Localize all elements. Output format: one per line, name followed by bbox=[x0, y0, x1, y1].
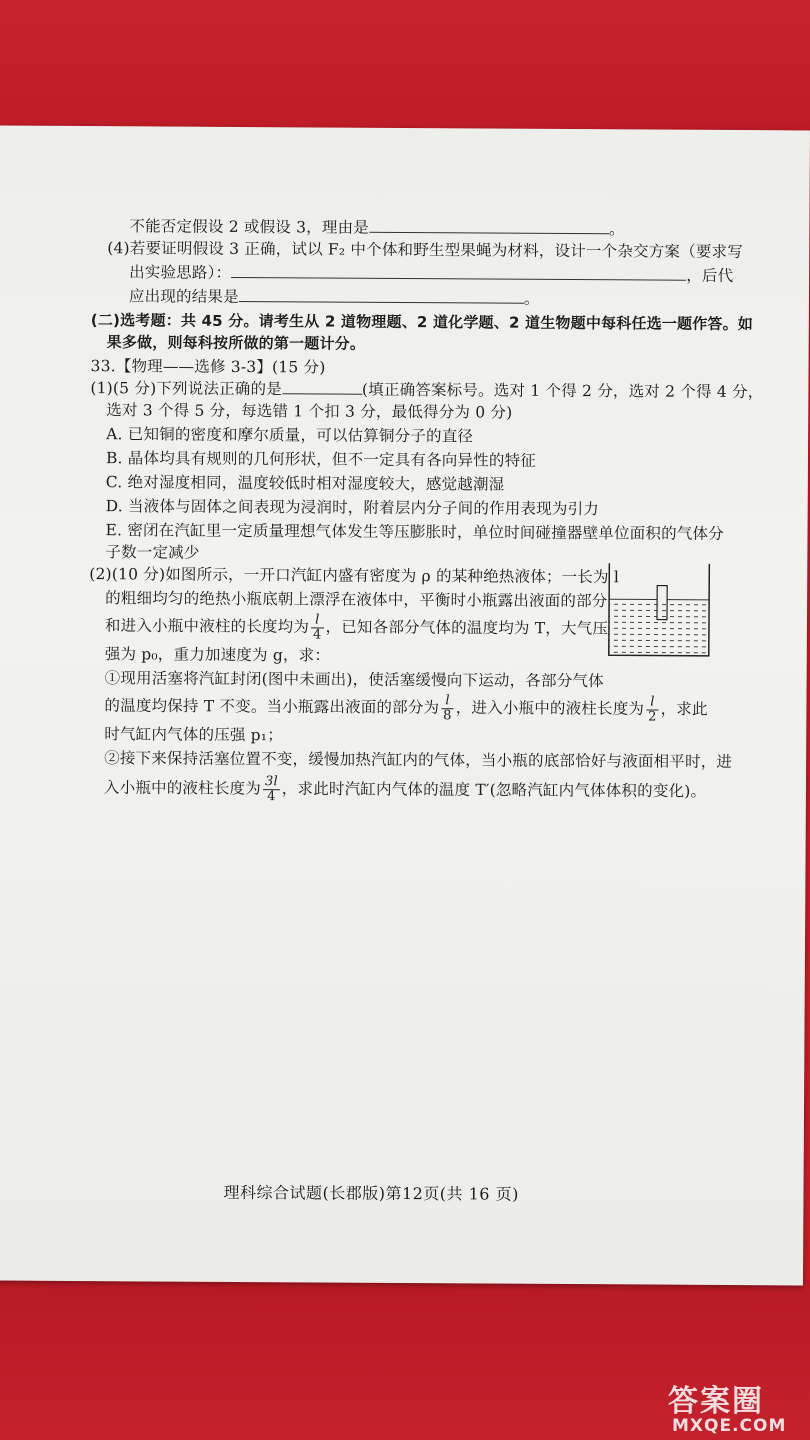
answer-blank[interactable] bbox=[282, 379, 362, 394]
q33-part2-line-5: ①现用活塞将汽缸封闭(图中未画出)，使活塞缓慢向下运动，各部分气体 bbox=[104, 669, 604, 691]
fraction-l-over-4: $\frac{l}{4}$ bbox=[311, 613, 324, 642]
answer-blank[interactable] bbox=[231, 263, 686, 281]
red-background-top bbox=[0, 0, 810, 140]
fraction-l-over-2: $\frac{l}{2}$ bbox=[646, 695, 659, 724]
answer-blank[interactable] bbox=[369, 218, 609, 234]
exam-paper bbox=[0, 126, 810, 1286]
previous-question-line-1: 不能否定假设 2 或假设 3，理由是 。 bbox=[129, 217, 625, 239]
q33-part2-line-7: 时气缸内气体的压强 p₁； bbox=[104, 725, 284, 745]
bleed-through-area bbox=[84, 806, 726, 1150]
q33-part2-line-1: (2)(10 分)如图所示，一开口汽缸内盛有密度为 ρ 的某种绝热液体；一长为 l bbox=[89, 565, 620, 587]
section-heading-continued: 果多做，则每科按所做的第一题计分。 bbox=[106, 333, 366, 353]
answer-blank[interactable] bbox=[239, 287, 524, 304]
option-c: C. 绝对湿度相同，温度较低时相对湿度较大，感觉越潮湿 bbox=[105, 473, 505, 494]
site-watermark bbox=[668, 1376, 804, 1436]
q33-part1-intro: (1)(5 分)下列说法正确的是 (填正确答案标号。选对 1 个得 2 分，选对 2 个得 4 分， bbox=[90, 379, 764, 402]
option-a: A. 已知铜的密度和摩尔质量，可以估算铜分子的直径 bbox=[106, 425, 474, 446]
fraction-l-over-8: $\frac{l}{8}$ bbox=[441, 694, 454, 723]
previous-question-line-2: (4)若要证明假设 3 正确，试以 F₂ 中个体和野生型果蝇为材料，设计一个杂交方案（要求写 bbox=[107, 239, 744, 262]
previous-question-line-4: 应出现的结果是 。 bbox=[128, 287, 540, 308]
q33-part2-line-6: 的温度均保持 T 不变。当小瓶露出液面的部分为 $\frac{l}{8}$ ，进入小瓶中的液柱长度为 $\frac{l}{2}$ ，求此 bbox=[104, 693, 708, 725]
option-b: B. 晶体均具有规则的几何形状，但不一定具有各向异性的特征 bbox=[105, 449, 537, 470]
previous-question-line-3: 出实验思路）： ，后代 bbox=[129, 263, 734, 286]
fraction-3l-over-4: $\frac{3l}{4}$ bbox=[263, 775, 280, 804]
watermark-logo-text: 答案圈 bbox=[668, 1384, 764, 1419]
bottle-liquid-column bbox=[658, 604, 666, 619]
q33-part2-line-2: 的粗细均匀的绝热小瓶底朝上漂浮在液体中，平衡时小瓶露出液面的部分 bbox=[105, 589, 608, 611]
option-d: D. 当液体与固体之间表现为浸润时，附着层内分子间的作用表现为引力 bbox=[105, 497, 600, 519]
q33-part2-line-8: ②接下来保持活塞位置不变，缓慢加热汽缸内的气体，当小瓶的底部恰好与液面相平时，进 bbox=[104, 749, 733, 772]
watermark-url: MXQE.COM bbox=[672, 1416, 787, 1436]
option-e: E. 密闭在汽缸里一定质量理想气体发生等压膨胀时，单位时间碰撞器壁单位面积的气体分 bbox=[105, 521, 724, 543]
question-33-heading: 33.【物理——选修 3-3】(15 分) bbox=[90, 357, 326, 377]
q33-part2-line-4: 强为 p₀，重力加速度为 g，求： bbox=[104, 645, 331, 665]
q33-part1-intro-continued: 选对 3 个得 5 分，每选错 1 个扣 3 分，最低得分为 0 分) bbox=[106, 401, 513, 422]
section-heading: (二)选考题：共 45 分。请考生从 2 道物理题、2 道化学题、2 道生物题中每科任选一题作答。如 bbox=[90, 311, 754, 334]
q33-part2-line-9: 入小瓶中的液柱长度为 $\frac{3l}{4}$ ，求此时汽缸内气体的温度 T′(忽略汽缸内气体体积的变化)。 bbox=[103, 774, 707, 805]
page-footer: 理科综合试题(长郡版)第12页(共 16 页) bbox=[223, 1182, 519, 1204]
cylinder-bottle-figure bbox=[605, 559, 716, 660]
q33-part2-line-3: 和进入小瓶中液柱的长度均为 $\frac{l}{4}$ ，已知各部分气体的温度均为 T，大气压 bbox=[104, 612, 609, 643]
option-e-continued: 子数一定减少 bbox=[105, 543, 200, 562]
cylinder-diagram-svg bbox=[605, 559, 716, 660]
